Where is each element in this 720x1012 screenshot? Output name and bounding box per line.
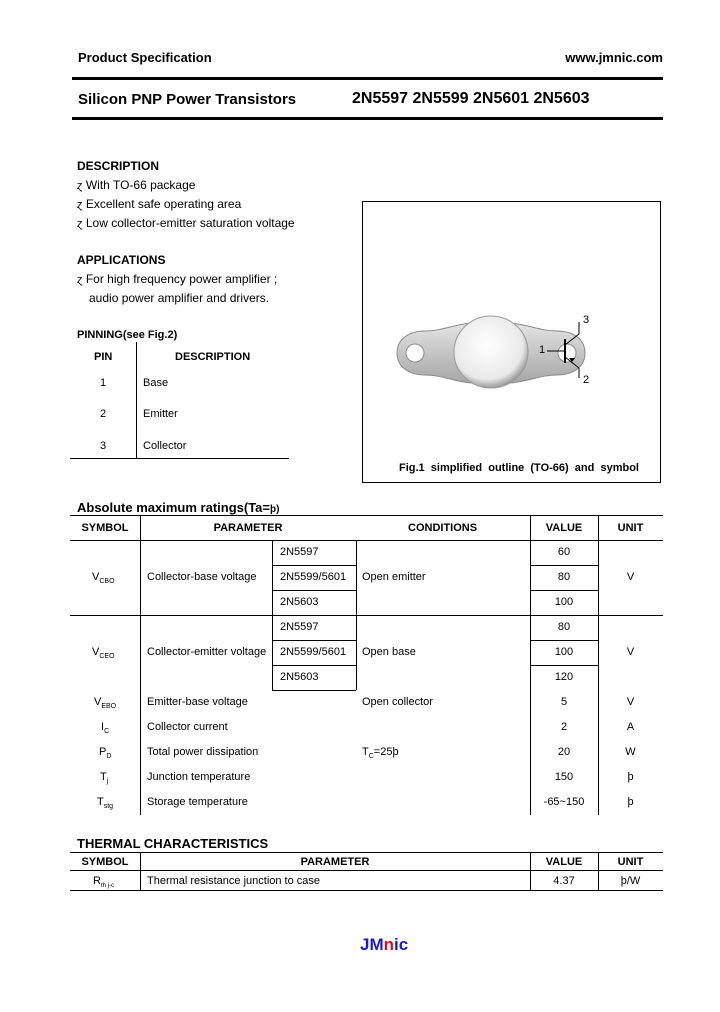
jmnic-logo: JMnic bbox=[360, 935, 409, 954]
part-cell: 2N5599/5601 bbox=[280, 571, 347, 583]
page-subtitle: Silicon PNP Power Transistors bbox=[78, 91, 297, 108]
part-cell: 2N5597 bbox=[280, 621, 319, 633]
website-link[interactable]: www.jmnic.com bbox=[565, 50, 663, 65]
part-rule bbox=[272, 665, 356, 666]
unit-tj: þ bbox=[627, 771, 634, 783]
value-rule bbox=[530, 640, 598, 641]
symbol-vceo: $V_{CEO}$ bbox=[92, 646, 115, 661]
part-cell: 2N5603 bbox=[280, 596, 319, 608]
pin-description: Emitter bbox=[143, 408, 178, 420]
col-parameter: PARAMETER bbox=[213, 522, 283, 534]
figure-caption: Fig.1 simplified outline (TO-66) and symbol bbox=[399, 462, 639, 474]
header-rule bbox=[72, 77, 663, 80]
param-tj: Junction temperature bbox=[147, 771, 251, 783]
param-pd: Total power dissipation bbox=[147, 746, 259, 758]
thermal-value: 4.37 bbox=[553, 875, 575, 887]
part-cell: 2N5599/5601 bbox=[280, 646, 347, 658]
value-tstg: -65~150 bbox=[543, 796, 585, 808]
pin-desc-col-header: DESCRIPTION bbox=[175, 351, 251, 363]
pin-number: 2 bbox=[100, 408, 107, 420]
value-rule bbox=[530, 565, 598, 566]
thermal-bottom-rule bbox=[70, 890, 663, 891]
bullet-icon: ɀ bbox=[77, 199, 83, 211]
cond-vceo: Open base bbox=[362, 646, 416, 658]
pin-table-bottom-rule bbox=[70, 458, 289, 459]
part-rule bbox=[272, 640, 356, 641]
thermal-unit: þ/W bbox=[620, 875, 641, 887]
col-symbol: SYMBOL bbox=[81, 522, 129, 534]
ratings-top-rule bbox=[70, 515, 663, 516]
cond-vcbo: Open emitter bbox=[362, 571, 426, 583]
value-cell: 80 bbox=[557, 621, 571, 633]
param-tstg: Storage temperature bbox=[147, 796, 248, 808]
symbol-vebo: $V_{EBO}$ bbox=[94, 696, 117, 711]
symbol-ic: $I_C$ bbox=[101, 721, 110, 736]
value-cell: 100 bbox=[554, 596, 574, 608]
value-vebo: 5 bbox=[560, 696, 568, 708]
value-cell: 120 bbox=[554, 671, 574, 683]
symbol-tj: $T_j$ bbox=[100, 771, 109, 786]
col-value: VALUE bbox=[545, 522, 583, 534]
col-conditions: CONDITIONS bbox=[408, 522, 478, 534]
pin2-label: 2 bbox=[583, 374, 590, 386]
thermal-heading: THERMAL CHARACTERISTICS bbox=[77, 836, 269, 851]
cond-pd: $T_C=25þ$ bbox=[362, 746, 399, 761]
pin-number: 1 bbox=[100, 377, 107, 389]
ratings-header-rule bbox=[70, 540, 663, 541]
param-vceo: Collector-emitter voltage bbox=[147, 646, 267, 658]
symbol-tstg: $T_{stg}$ bbox=[97, 796, 114, 811]
part-cell: 2N5603 bbox=[280, 671, 319, 683]
bullet-icon: ɀ bbox=[77, 218, 83, 230]
value-cell: 60 bbox=[557, 546, 571, 558]
thermal-symbol: $R_{th j-c}$ bbox=[93, 875, 114, 890]
value-cell: 100 bbox=[554, 646, 574, 658]
figure-box bbox=[362, 201, 661, 483]
applications-heading: APPLICATIONS bbox=[77, 253, 166, 267]
param-vebo: Emitter-base voltage bbox=[147, 696, 248, 708]
spec-label: Product Specification bbox=[78, 50, 212, 65]
part-numbers: 2N5597 2N5599 2N5601 2N5603 bbox=[352, 90, 590, 107]
pin-table-divider bbox=[136, 342, 137, 459]
param-vcbo: Collector-base voltage bbox=[147, 571, 257, 583]
bullet-icon: ɀ bbox=[77, 180, 83, 192]
thermal-col-parameter: PARAMETER bbox=[300, 856, 370, 868]
group-rule bbox=[70, 615, 663, 616]
to66-package-illustration bbox=[363, 202, 660, 482]
description-item: ɀ Excellent safe operating area bbox=[77, 197, 242, 211]
part-rule bbox=[272, 565, 356, 566]
pin1-label: 1 bbox=[539, 344, 546, 356]
unit-tstg: þ bbox=[627, 796, 634, 808]
thermal-param: Thermal resistance junction to case bbox=[147, 875, 321, 887]
unit-ic: A bbox=[626, 721, 635, 733]
symbol-vcbo: $V_{CBO}$ bbox=[92, 571, 115, 586]
description-heading: DESCRIPTION bbox=[77, 159, 160, 173]
value-rule bbox=[530, 590, 598, 591]
subtitle-rule bbox=[72, 117, 663, 120]
col-unit: UNIT bbox=[617, 522, 644, 534]
value-tj: 150 bbox=[554, 771, 574, 783]
description-item: ɀ With TO-66 package bbox=[77, 178, 196, 192]
pin-col-header: PIN bbox=[94, 351, 113, 363]
thermal-col-symbol: SYMBOL bbox=[81, 856, 129, 868]
value-rule bbox=[530, 665, 598, 666]
pin-description: Base bbox=[143, 377, 169, 389]
value-cell: 80 bbox=[557, 571, 571, 583]
thermal-col-value: VALUE bbox=[545, 856, 583, 868]
part-rule bbox=[272, 690, 356, 691]
cond-vebo: Open collector bbox=[362, 696, 433, 708]
ratings-heading: Absolute maximum ratings(Ta=þ) bbox=[77, 500, 280, 515]
pin-description: Collector bbox=[143, 440, 187, 452]
pnp-transistor-symbol-icon bbox=[533, 312, 613, 402]
part-cell: 2N5597 bbox=[280, 546, 319, 558]
unit-vebo: V bbox=[626, 696, 635, 708]
bullet-icon: ɀ bbox=[77, 274, 83, 286]
thermal-header-rule bbox=[70, 870, 663, 871]
unit-vceo: V bbox=[626, 646, 635, 658]
thermal-top-rule bbox=[70, 852, 663, 853]
unit-vcbo: V bbox=[626, 571, 635, 583]
value-pd: 20 bbox=[557, 746, 571, 758]
pin3-label: 3 bbox=[583, 314, 590, 326]
ratings-divider-unit bbox=[598, 515, 599, 815]
value-ic: 2 bbox=[560, 721, 568, 733]
symbol-pd: $P_D$ bbox=[99, 746, 112, 761]
thermal-col-unit: UNIT bbox=[617, 856, 644, 868]
part-rule bbox=[272, 590, 356, 591]
application-item-cont: audio power amplifier and drivers. bbox=[89, 291, 270, 305]
ratings-divider-symbol bbox=[140, 515, 141, 815]
pin-number: 3 bbox=[100, 440, 107, 452]
pinning-heading: PINNING(see Fig.2) bbox=[77, 329, 178, 341]
application-item: ɀ For high frequency power amplifier ; bbox=[77, 272, 278, 286]
param-ic: Collector current bbox=[147, 721, 228, 733]
description-item: ɀ Low collector-emitter saturation voltage bbox=[77, 216, 295, 230]
unit-pd: W bbox=[625, 746, 636, 758]
